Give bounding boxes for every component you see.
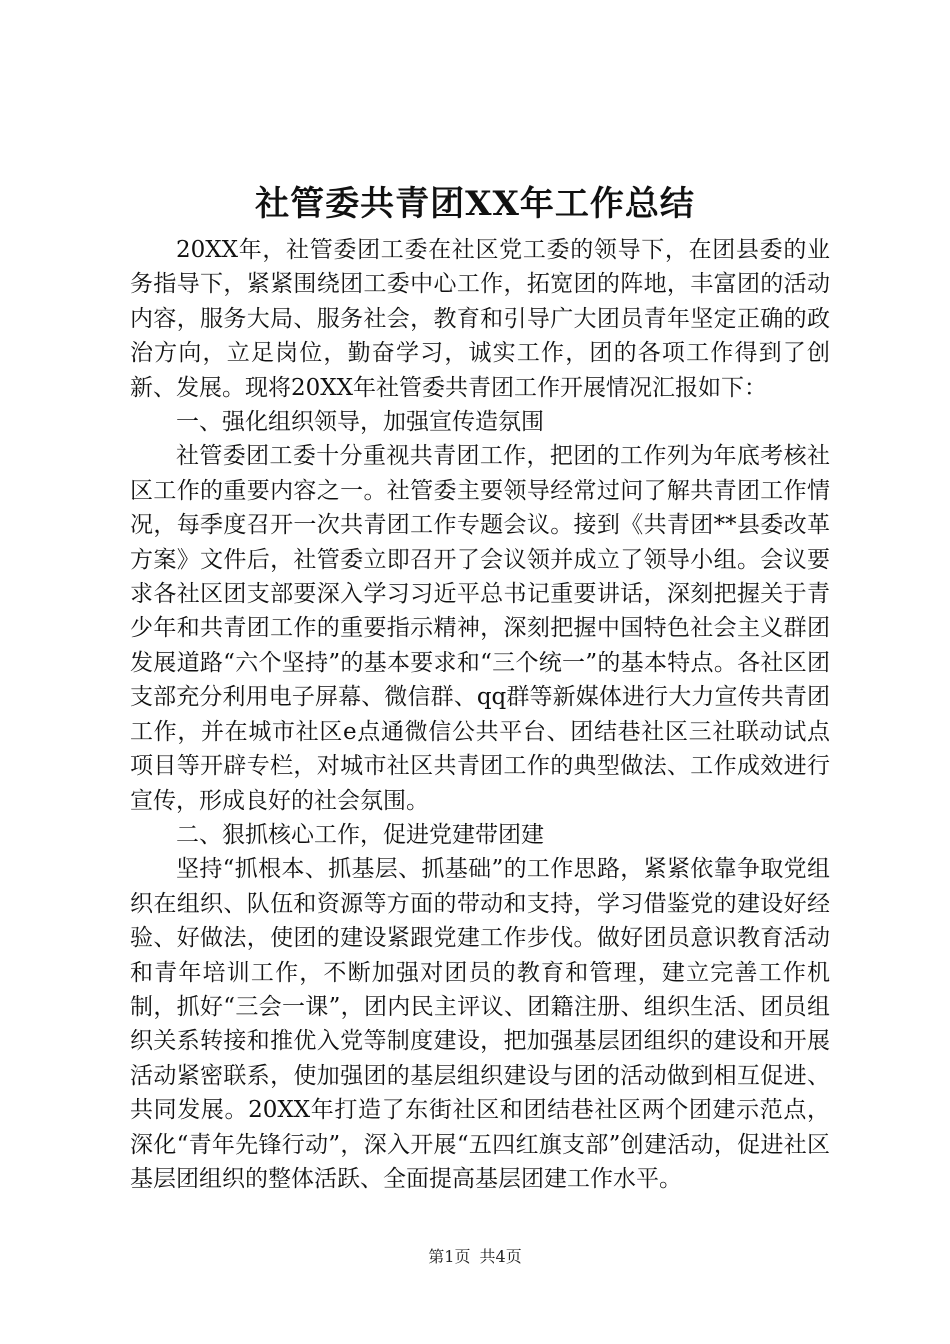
paragraph-section-2: 坚持“抓根本、抓基层、抓基础”的工作思路，紧紧依靠争取党组织在组织、队伍和资源等方面的带动和支持，学习借鉴党的建设好经验、好做法，使团的建设紧跟党建工作步伐。做好团员意识教育活动和青年培训工作，不断加强对团员的教育和管理，建立完善工作机制，抓好“三会一课”，团内民主评议、团籍注册、组织生活、团员组织关系转接和推优入党等制度建设，把加强基层团组织的建设和开展活动紧密联系，使加强团的基层组织建设与团的活动做到相互促进、共同发展。20XX年打造了东街社区和团结巷社区两个团建示范点，深化“青年先锋行动”，深入开展“五四红旗支部”创建活动，促进社区基层团组织的整体活跃、全面提高基层团建工作水平。: [130, 856, 830, 1192]
section-heading-2: 二、狠抓核心工作，促进党建带团建: [176, 821, 544, 848]
paragraph-section-1: 社管委团工委十分重视共青团工作，把团的工作列为年底考核社区工作的重要内容之一。社管委主要领导经常过问了解共青团工作情况，每季度召开一次共青团工作专题会议。接到《共青团**县委改革方案》文件后，社管委立即召开了会议领并成立了领导小组。会议要求各社区团支部要深入学习习近平总书记重要讲话，深刻把握关于青少年和共青团工作的重要指示精神，深刻把握中国特色社会主义群团发展道路“六个坚持”的基本要求和“三个统一”的基本特点。各社区团支部充分利用电子屏幕、微信群、qq群等新媒体进行大力宣传共青团工作，并在城市社区e点通微信公共平台、团结巷社区三社联动试点项目等开辟专栏，对城市社区共青团工作的典型做法、工作成效进行宣传，形成良好的社会氛围。: [130, 443, 830, 814]
document-title: 社管委共青团XX年工作总结: [255, 184, 695, 224]
section-heading-1: 一、强化组织领导，加强宣传造氛围: [176, 409, 544, 436]
document-body: [130, 233, 830, 1196]
paragraph-intro: 20XX年，社管委团工委在社区党工委的领导下，在团县委的业务指导下，紧紧围绕团工委中心工作，拓宽团的阵地，丰富团的活动内容，服务大局、服务社会，教育和引导广大团员青年坚定正确的政治方向，立足岗位，勤奋学习，诚实工作，团的各项工作得到了创新、发展。现将20XX年社管委共青团工作开展情况汇报如下：: [130, 237, 830, 401]
page-total: 共4页: [479, 1247, 522, 1266]
page-number: 第1页: [428, 1247, 471, 1266]
page-footer: [0, 1246, 950, 1268]
